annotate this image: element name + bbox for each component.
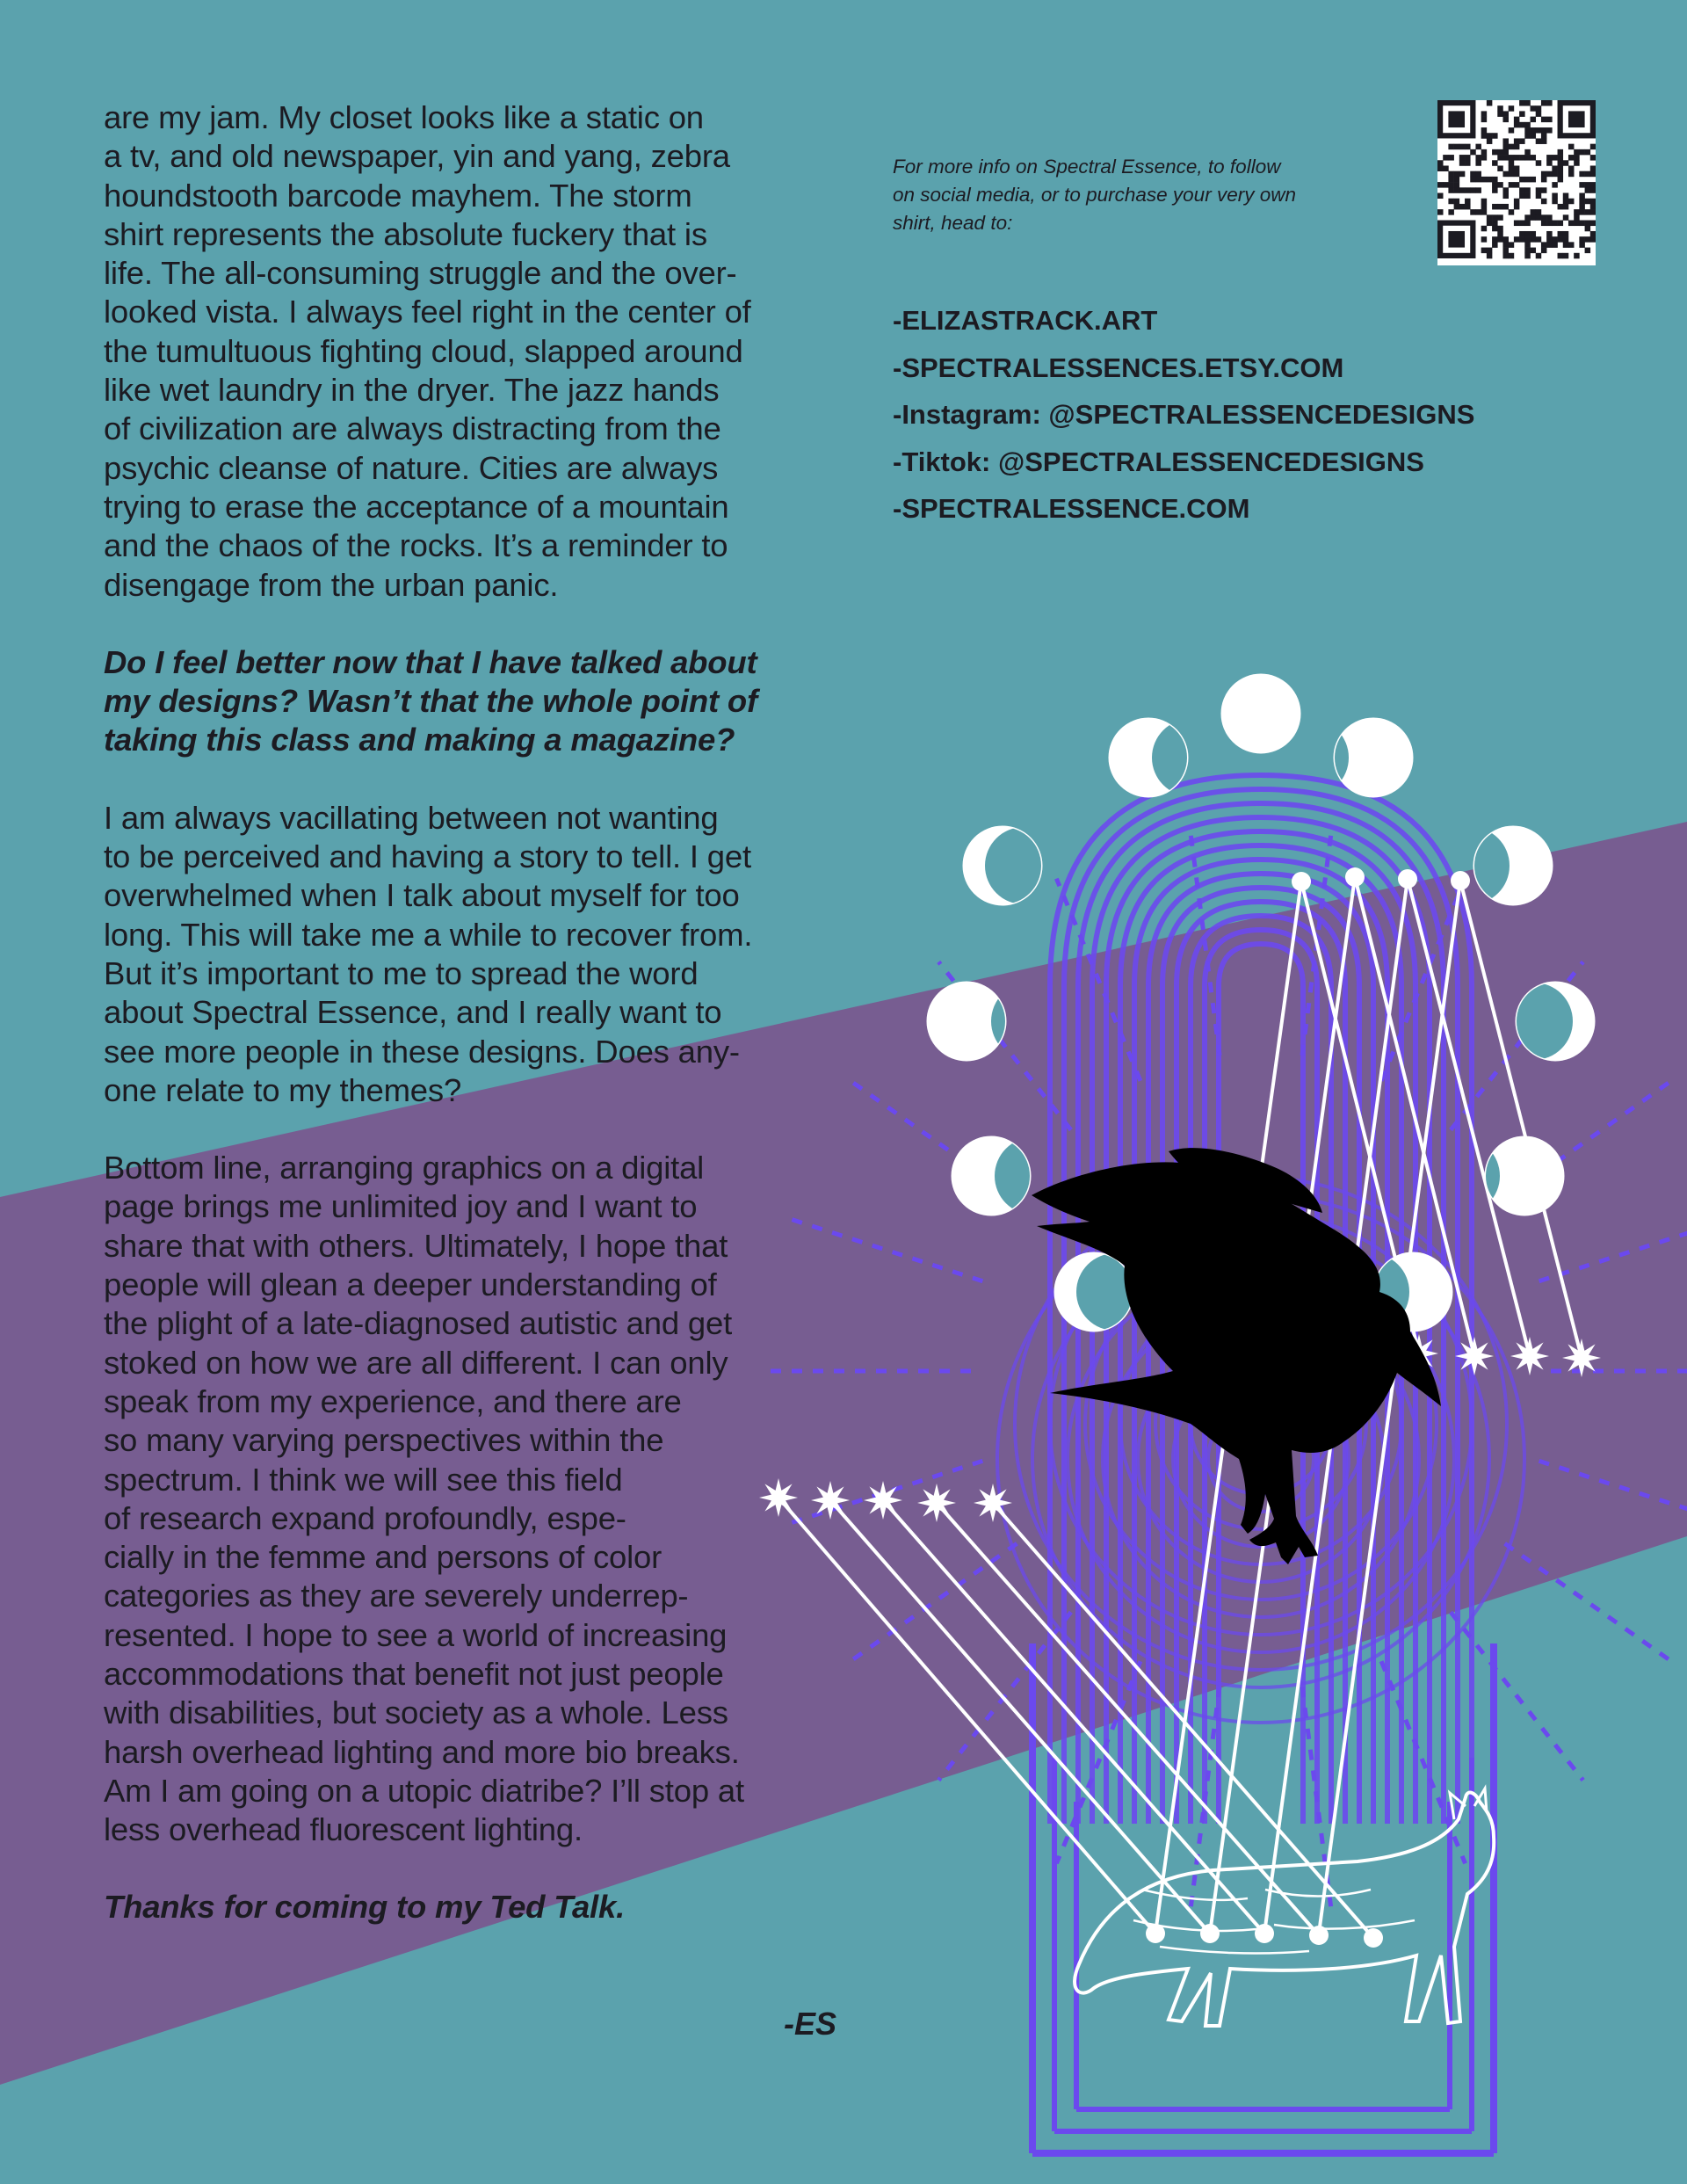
sparkle-star-icon (917, 1484, 956, 1522)
sparkle-star-icon (864, 1481, 902, 1520)
moon-phase-icon (1432, 827, 1552, 904)
ray-line (1505, 1543, 1675, 1664)
link-etsy[interactable]: -SPECTRALESSENCES.ETSY.COM (893, 352, 1344, 383)
sparkle-star-icon (1562, 1339, 1601, 1377)
moon-phase-icon (964, 827, 1062, 904)
beam-dot (1364, 1928, 1383, 1948)
ray-line (1381, 1661, 1466, 1863)
link-homepage[interactable]: -SPECTRALESSENCE.COM (893, 493, 1250, 524)
beam-dot (1255, 1924, 1274, 1943)
beam-dot (1200, 1924, 1220, 1943)
frame-line (1076, 1802, 1450, 2109)
sparkle-star-icon (1455, 1337, 1494, 1375)
link-tiktok[interactable]: -Tiktok: @SPECTRALESSENCEDESIGNS (893, 446, 1424, 477)
sparkle-star-icon (1510, 1337, 1549, 1375)
beam-dot (1398, 869, 1417, 889)
signature: -ES (784, 2006, 837, 2042)
moon-phase-icon (1222, 675, 1300, 752)
ray-line (1539, 1461, 1687, 1523)
beam-dot (1451, 871, 1470, 890)
ray-line (1056, 879, 1140, 1081)
sparkle-star-icon (974, 1484, 1012, 1522)
link-website[interactable]: -ELIZASTRACK.ART (893, 305, 1158, 336)
article-paragraph-2: I am always vacillating between not wanting to be perceived and having a story to tell. I get overwhelmed when I talk about myself for too long. This will take me a while to recover from. But it’s important to me to spread the word about Spectral Essence, and I really want to see more people in these designs. Does any- one relate to my themes? (104, 799, 753, 1108)
beam-dot (1292, 872, 1311, 891)
article-question: Do I feel better now that I have talked about my designs? Wasn’t that the whole point of taking this class and making a magazine? (104, 643, 757, 758)
article-body (104, 98, 833, 1966)
info-intro: For more info on Spectral Essence, to follow on social media, or to purchase your very own shirt, head to: (893, 156, 1296, 234)
beam-line (1460, 881, 1582, 1358)
wolf-icon (1075, 1789, 1494, 2026)
article-closing-line: Thanks for coming to my Ted Talk. (104, 1889, 626, 1926)
moon-phase-icon (1495, 983, 1594, 1060)
beam-dot (1345, 867, 1365, 887)
frame-line (1032, 1643, 1494, 2153)
article-paragraph-1: are my jam. My closet looks like a static on a tv, and old newspaper, yin and yang, zebra houndstooth barcode mayhem. The storm shirt represents the absolute fuckery that is life. The all-consuming struggle and the over- looked vista. I always feel right in the center of the tumultuous fighting cloud, slapped around like wet laundry in the dryer. The jazz hands of civilization are always distracting from the psychic cleanse of nature. Cities are always trying to erase the acceptance of a mountain and the chaos of the rocks. It’s a reminder to disengage from the urban panic. (104, 99, 751, 603)
qr-code-icon[interactable] (1437, 100, 1596, 265)
link-instagram[interactable]: -Instagram: @SPECTRALESSENCEDESIGNS (893, 399, 1475, 430)
link-list (893, 297, 1474, 533)
moon-phase-icon (1110, 719, 1229, 796)
article-paragraph-3: Bottom line, arranging graphics on a digital page brings me unlimited joy and I want to share that with others. Ultimately, I hope that people will glean a deeper understanding of the plight of a late-diagnosed autistic and get stoked on how we are all different. I can only speak from my experience, and there are so many varying perspectives within the spectrum. I think we will see this field of research expand profoundly, espe- cially in the femme and persons of color categories as they are severely underrep- resented. I hope to see a world of increasing accommodations that benefit not just people with disabilities, but society as a whole. Less harsh overhead lighting and more bio breaks. Am I am going on a utopic diatribe? I’ll stop at less overhead fluorescent lighting. (104, 1150, 744, 1848)
